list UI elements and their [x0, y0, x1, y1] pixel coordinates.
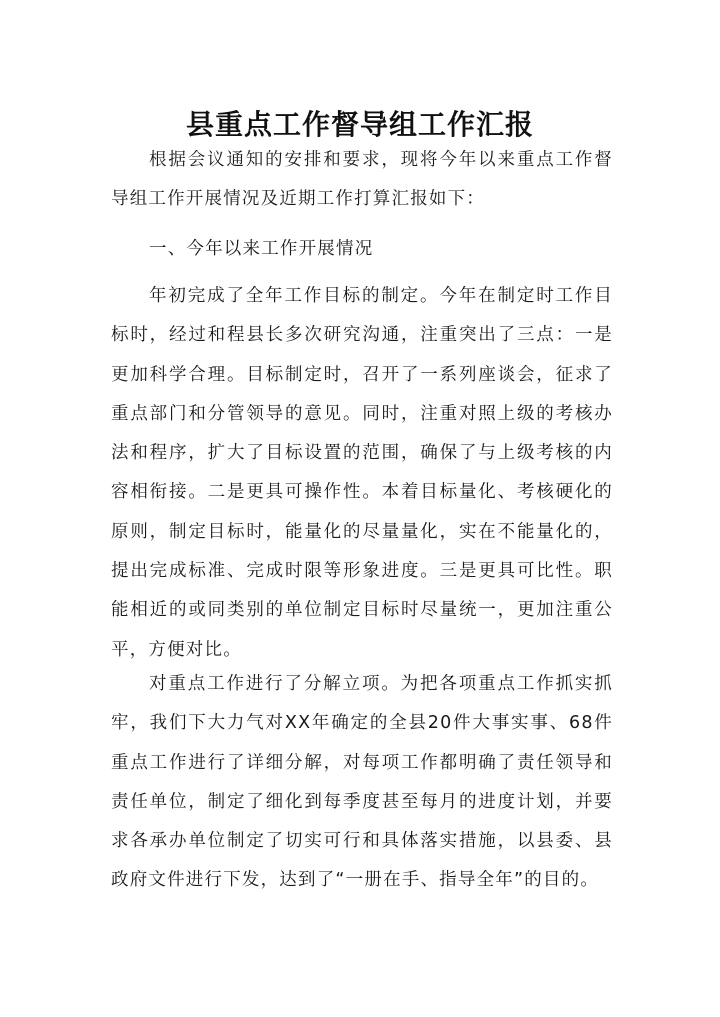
- body-paragraph-1: 年初完成了全年工作目标的制定。今年在制定时工作目标时，经过和程县长多次研究沟通，注重突出了三点：一是更加科学合理。目标制定时，召开了一系列座谈会，征求了重点部门和分管领导的意见。同时，注重对照上级的考核办法和程序，扩大了目标设置的范围，确保了与上级考核的内容相衔接。二是更具可操作性。本着目标量化、考核硬化的原则，制定目标时，能量化的尽量量化，实在不能量化的，提出完成标准、完成时限等形象进度。三是更具可比性。职能相近的或同类别的单位制定目标时尽量统一，更加注重公平，方便对比。: [111, 286, 613, 660]
- document-title: 县重点工作督导组工作汇报: [185, 107, 534, 141]
- body-paragraph-2: 对重点工作进行了分解立项。为把各项重点工作抓实抓牢，我们下大力气对XX年确定的全县20件大事实事、68件重点工作进行了详细分解，对每项工作都明确了责任领导和责任单位，制定了细化到每季度甚至每月的进度计划，并要求各承办单位制定了切实可行和具体落实措施，以县委、县政府文件进行下发，达到了“一册在手、指导全年”的目的。: [111, 674, 613, 891]
- intro-paragraph: 根据会议通知的安排和要求，现将今年以来重点工作督导组工作开展情况及近期工作打算汇报如下：: [111, 150, 613, 210]
- section-heading-1: 一、今年以来工作开展情况: [149, 239, 374, 259]
